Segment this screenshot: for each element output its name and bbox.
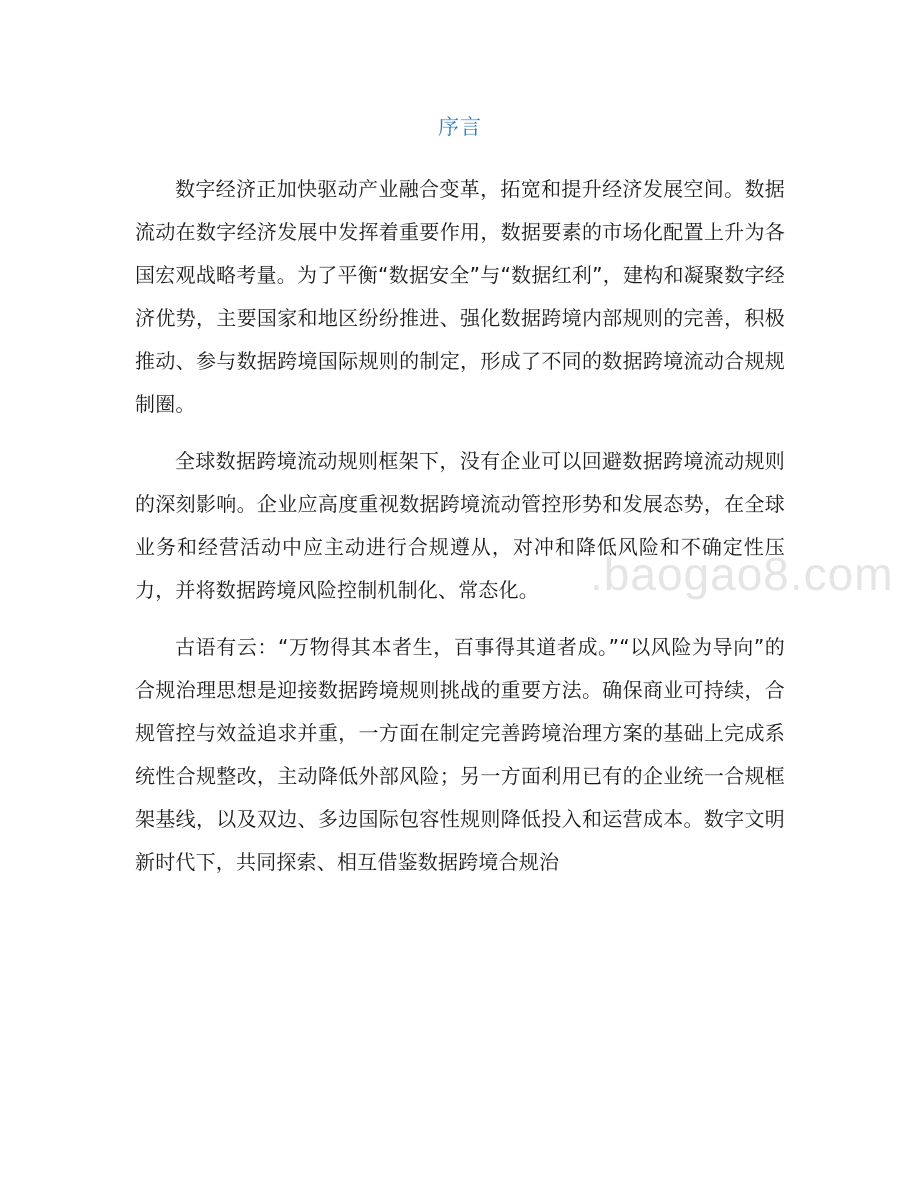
paragraph-1: 数字经济正加快驱动产业融合变革，拓宽和提升经济发展空间。数据流动在数字经济发展中发挥着重要作用，数据要素的市场化配置上升为各国宏观战略考量。为了平衡“数据安全”与“数据红利”，建构和凝聚数字经济优势，主要国家和地区纷纷推进、强化数据跨境内部规则的完善，积极推动、参与数据跨境国际规则的制定，形成了不同的数据跨境流动合规规制圈。 — [135, 177, 785, 416]
paragraph-2: 全球数据跨境流动规则框架下，没有企业可以回避数据跨境流动规则的深刻影响。企业应高度重视数据跨境流动管控形势和发展态势，在全球业务和经营活动中应主动进行合规遵从，对冲和降低风险和不确定性压力，并将数据跨境风险控制机制化、常态化。 — [135, 449, 785, 602]
paragraph-3: 古语有云：“万物得其本者生，百事得其道者成。”“以风险为导向”的合规治理思想是迎接数据跨境规则挑战的重要方法。确保商业可持续，合规管控与效益追求并重，一方面在制定完善跨境治理方案的基础上完成系统性合规整改，主动降低外部风险；另一方面利用已有的企业统一合规框架基线，以及双边、多边国际包容性规则降低投入和运营成本。数字文明新时代下，共同探索、相互借鉴数据跨境合规治 — [135, 635, 785, 874]
page-title: 序言 — [438, 115, 482, 139]
watermark: .baogao8.com — [590, 548, 894, 600]
document-body — [135, 168, 785, 898]
